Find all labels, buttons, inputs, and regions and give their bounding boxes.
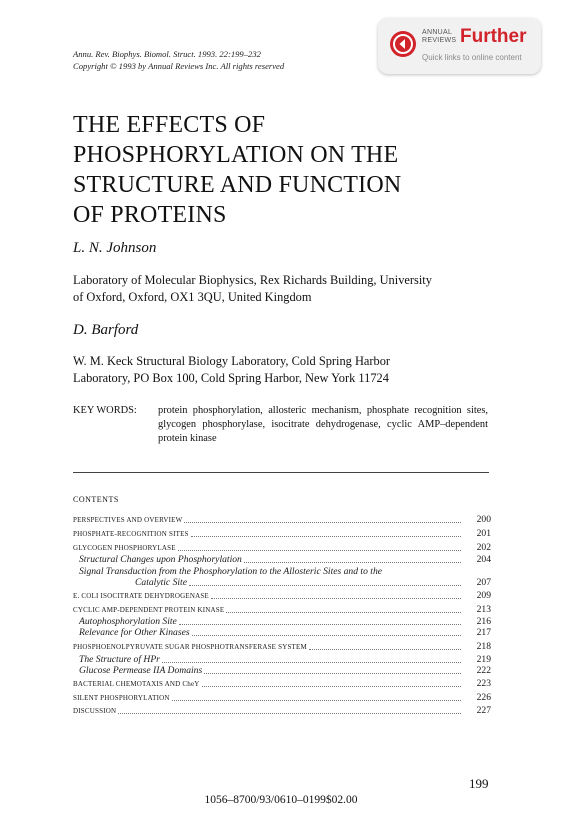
toc-entry-title: PERSPECTIVES AND OVERVIEW xyxy=(73,516,183,524)
toc-section-entry xyxy=(73,604,491,616)
citation-line-1: Annu. Rev. Biophys. Biomol. Struct. 1993. 22:199–232 xyxy=(73,49,261,59)
toc-leader-dots xyxy=(162,662,461,663)
toc-leader-dots xyxy=(179,624,461,625)
article-title xyxy=(73,110,401,230)
toc-section-entry xyxy=(73,542,491,554)
toc-page-number: 217 xyxy=(476,627,491,638)
toc-page-number: 213 xyxy=(476,604,491,615)
toc-leader-dots xyxy=(172,700,461,701)
toc-entry-title: PHOSPHOENOLPYRUVATE SUGAR PHOSPHOTRANSFERASE SYSTEM xyxy=(73,643,307,651)
title-line: STRUCTURE AND FUNCTION xyxy=(73,172,402,198)
title-line: PHOSPHORYLATION ON THE xyxy=(73,142,399,168)
toc-subsection-entry xyxy=(73,627,491,639)
toc-leader-dots xyxy=(192,635,461,636)
toc-page-number: 226 xyxy=(476,692,491,703)
toc-page-number: 219 xyxy=(476,654,491,665)
toc-entry-title: Signal Transduction from the Phosphorylation to the Allosteric Sites and to the xyxy=(79,566,382,577)
toc-page-number: 200 xyxy=(476,514,491,525)
toc-leader-dots xyxy=(226,612,461,613)
section-divider xyxy=(73,472,489,473)
toc-page-number: 218 xyxy=(476,641,491,652)
toc-page-number: 202 xyxy=(476,542,491,553)
toc-section-entry xyxy=(73,590,491,602)
author-name: D. Barford xyxy=(73,322,139,338)
toc-section-entry xyxy=(73,678,491,690)
journal-citation xyxy=(73,48,284,72)
toc-leader-dots xyxy=(244,562,461,563)
keywords-text: protein phosphorylation, allosteric mechanism, phosphate recognition sites, glycogen phosphorylase, isocitrate dehydrogenase, cyclic AMP–dependent protein kinase xyxy=(158,405,488,444)
toc-section-entry xyxy=(73,528,491,540)
toc-page-number: 227 xyxy=(476,705,491,716)
toc-entry-title: Glucose Permease IIA Domains xyxy=(79,665,203,676)
toc-entry-title: Autophosphorylation Site xyxy=(79,616,177,627)
toc-entry-title: SILENT PHOSPHORYLATION xyxy=(73,694,170,702)
toc-leader-dots xyxy=(178,550,461,551)
toc-page-number: 223 xyxy=(476,678,491,689)
toc-entry-title: CYCLIC AMP-DEPENDENT PROTEIN KINASE xyxy=(73,606,225,614)
toc-page-number: 201 xyxy=(476,528,491,539)
toc-leader-dots xyxy=(184,522,461,523)
toc-section-entry xyxy=(73,641,491,653)
toc-entry-title: Structural Changes upon Phosphorylation xyxy=(79,554,242,565)
toc-section-entry xyxy=(73,705,491,717)
toc-leader-dots xyxy=(189,585,461,586)
toc-entry-title: Catalytic Site xyxy=(135,577,187,588)
toc-entry-title: The Structure of HPr xyxy=(79,654,160,665)
toc-section-entry xyxy=(73,514,491,526)
toc-leader-dots xyxy=(202,686,461,687)
further-label: Further xyxy=(460,26,527,47)
toc-entry-title: GLYCOGEN PHOSPHORYLASE xyxy=(73,544,176,552)
toc-subsection-entry xyxy=(73,577,491,589)
author-name: L. N. Johnson xyxy=(73,240,157,256)
annual-reviews-label: ANNUAL REVIEWS xyxy=(422,29,457,44)
play-circle-icon xyxy=(390,31,416,57)
further-link-badge[interactable] xyxy=(378,18,541,74)
toc-page-number: 222 xyxy=(476,665,491,676)
article-code: 1056–8700/93/0610–0199$02.00 xyxy=(204,794,358,806)
toc-section-entry xyxy=(73,692,491,704)
author-affiliation: Laboratory of Molecular Biophysics, Rex Richards Building, University of Oxford, Oxford, OX1 3QU, United Kingdom xyxy=(73,273,432,304)
citation-line-2: Copyright © 1993 by Annual Reviews Inc. All rights reserved xyxy=(73,61,285,71)
toc-entry-title: E. COLI ISOCITRATE DEHYDROGENASE xyxy=(73,592,209,600)
toc-entry-title: PHOSPHATE-RECOGNITION SITES xyxy=(73,530,189,538)
title-line: THE EFFECTS OF xyxy=(73,112,266,138)
author-affiliation: W. M. Keck Structural Biology Laboratory, Cold Spring Harbor Laboratory, PO Box 100, Cold Spring Harbor, New York 11724 xyxy=(73,354,391,385)
toc-page-number: 207 xyxy=(476,577,491,588)
toc-page-number: 209 xyxy=(476,590,491,601)
toc-page-number: 216 xyxy=(476,616,491,627)
page-number: 199 xyxy=(469,776,489,791)
further-tagline: Quick links to online content xyxy=(422,53,522,62)
title-line: OF PROTEINS xyxy=(73,202,227,228)
toc-leader-dots xyxy=(118,713,461,714)
contents-heading: CONTENTS xyxy=(73,495,119,504)
toc-leader-dots xyxy=(204,673,461,674)
keywords-label: KEY WORDS: xyxy=(73,405,137,416)
toc-entry-title: BACTERIAL CHEMOTAXIS AND CheY xyxy=(73,680,200,688)
toc-leader-dots xyxy=(211,598,461,599)
toc-entry-title: DISCUSSION xyxy=(73,707,117,715)
toc-leader-dots xyxy=(309,649,461,650)
toc-page-number: 204 xyxy=(476,554,491,565)
toc-entry-title: Relevance for Other Kinases xyxy=(79,627,190,638)
toc-subsection-entry xyxy=(73,665,491,677)
toc-leader-dots xyxy=(191,536,461,537)
toc-subsection-entry xyxy=(73,554,491,566)
